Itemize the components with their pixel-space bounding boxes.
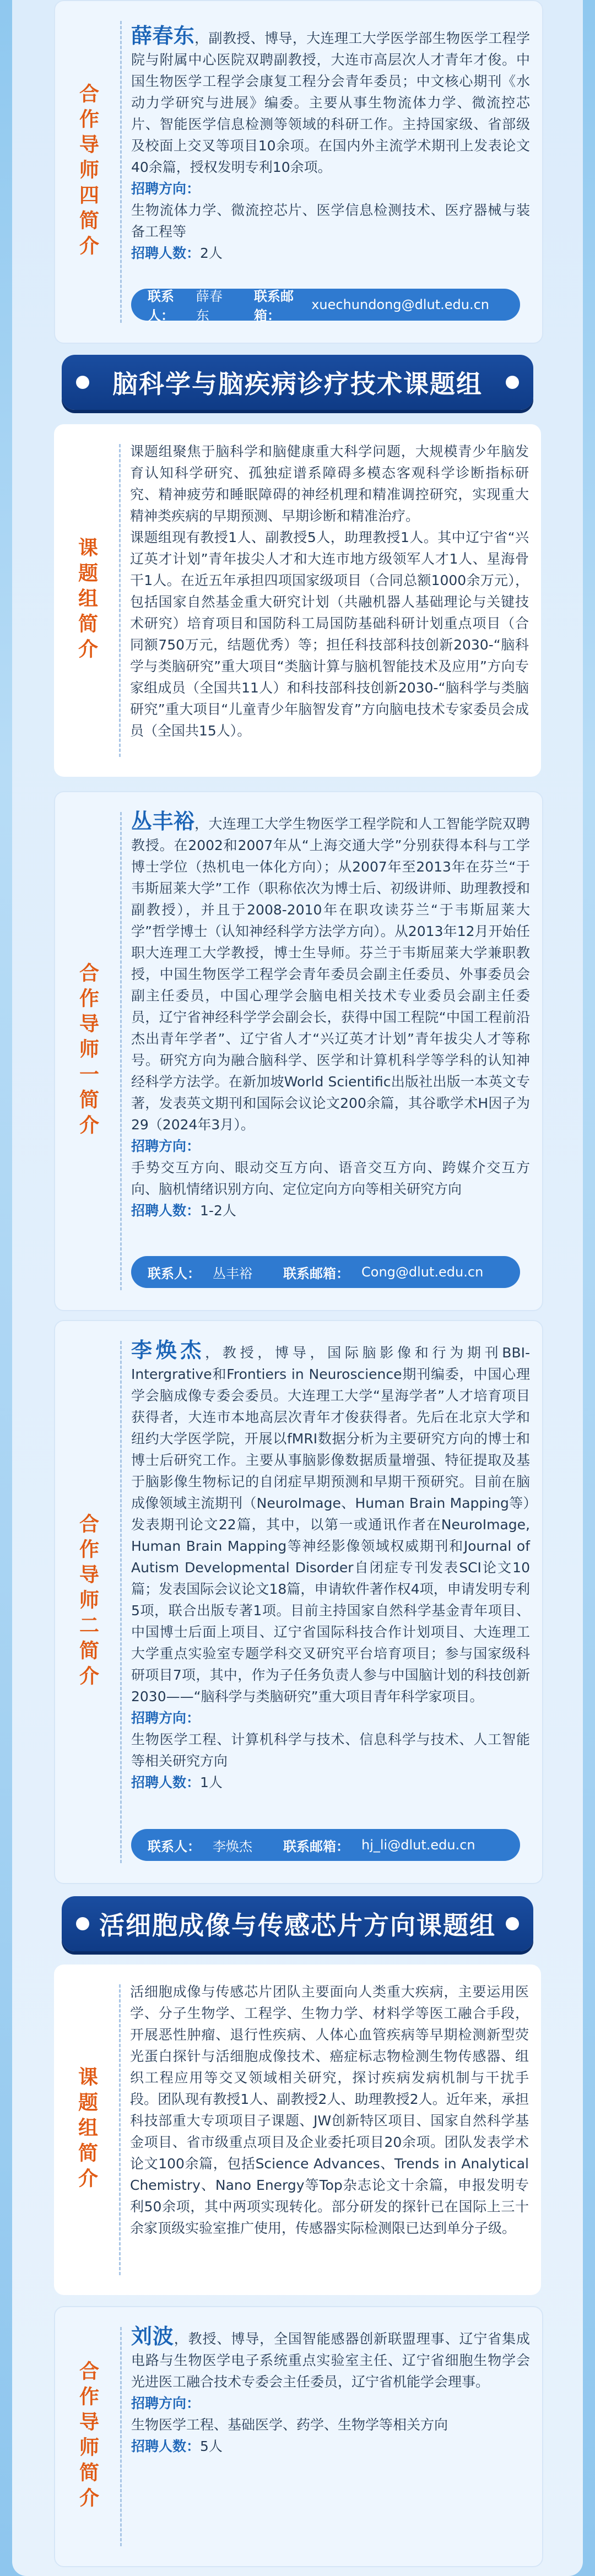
side-label-text: 合作导师四简介 [76,83,99,261]
profile-body [131,25,530,264]
banner-title: 脑科学与脑疾病诊疗技术课题组 [112,369,483,399]
profile-body [131,811,530,1221]
side-label-text: 合作导师二简介 [76,1513,99,1691]
contact-name: 丛丰裕 [213,1265,252,1281]
count-line [131,2436,530,2457]
contact-label: 联系人： [148,1838,201,1854]
direction-text: 生物医学工程、基础医学、药学、生物学等相关方向 [131,2417,448,2433]
direction-text: 生物医学工程、计算机科学与技术、信息科学与技术、人工智能等相关研究方向 [131,1731,530,1769]
direction-label: 招聘方向： [131,2395,201,2411]
dashed-divider [120,1341,122,1863]
count-value: 5人 [200,2438,223,2454]
count-value: 2人 [200,245,223,261]
dashed-divider [120,21,122,323]
group-body [130,441,529,742]
email-label: 联系邮箱： [254,289,294,323]
profile-card-li [54,1320,543,1884]
dashed-divider [119,1984,121,2275]
profile-intro [131,1340,530,1707]
side-label-text: 课题组简介 [75,537,98,664]
count-label: 招聘人数： [131,1774,201,1790]
direction-label: 招聘方向： [131,1710,201,1726]
count-label: 招聘人数： [131,245,201,261]
direction-text: 手势交互方向、眼动交互方向、语音交互方向、跨媒介交互方向、脑机情绪识别方向、定位定向方向等相关研究方向 [131,1160,530,1197]
direction-text: 生物流体力学、微流控芯片、医学信息检测技术、医疗器械与装备工程等 [131,202,530,240]
mentor-name: 李焕杰 [131,1338,205,1362]
mentor-name: 薛春东 [131,24,195,48]
group-body [130,1981,529,2239]
side-label [55,2307,120,2566]
side-label [54,1965,119,2295]
email-label: 联系邮箱： [283,1838,349,1854]
mentor-intro: ，副教授、博导，大连理工大学医学部生物医学工程学院与附属中心医院双聘副教授，大连市高层次人才青年才俊。中国生物医学工程学会康复工程分会青年委员；中文核心期刊《水动力学研究与进展》编委。主要从事生物流体力学、微流控芯片、智能医学信息检测等领域的科研工作。主持国家级、省部级及校面上交叉等项目10余项。在国内外主流学术期刊上发表论文40余篇，授权发明专利10余项。 [131,30,530,175]
profile-intro [131,811,530,1135]
side-label-text: 合作导师简介 [76,2361,99,2513]
group-intro-card-brain [54,424,541,777]
count-label: 招聘人数： [131,1203,201,1219]
side-label [55,792,120,1310]
profile-card-cong [54,791,543,1311]
side-label-text: 课题组简介 [75,2066,98,2193]
mentor-intro: ，大连理工大学生物医学工程学院和人工智能学院双聘教授。在2002和2007年从“上海交通大学”分别获得本科与工学博士学位（热机电一体化方向）；从2007年至2013年在芬兰“于韦斯屈莱大学”工作（职称依次为博士后、初级讲师、助理教授和副教授），并且于2008-2010年在职攻读芬兰“于韦斯屈莱大学”哲学博士（认知神经科学方法学方向）。从2013年12月开始任职大连理工大学教授，博士生导师。芬兰于韦斯屈莱大学兼职教授，中国生物医学工程学会青年委员会副主任委员、外事委员会副主任委员，中国心理学会脑电相关技术专业委员会副主任委员，辽宁省神经科学学会副会长，获得中国工程院“中国工程前沿杰出青年学者”、辽宁省人才“兴辽英才计划”青年拔尖人才等称号。研究方向为融合脑科学、医学和计算机科学等学科的认知神经科学方法学。在新加坡World Scientific出版社出版一本英文专著，发表英文期刊和国际会议论文200余篇，其谷歌学术H因子为29（2024年3月）。 [131,816,530,1133]
profile-intro [131,25,530,178]
count-value: 1-2人 [200,1203,236,1219]
profile-card-xue [54,0,543,344]
banner-title: 活细胞成像与传感芯片方向课题组 [99,1911,496,1940]
direction-label: 招聘方向： [131,181,201,197]
mentor-intro: ，教授、博导，全国智能感器创新联盟理事、辽宁省集成电路与生物医学电子系统重点实验室主任、辽宁省细胞生物学会光进医工融合技术专委会主任委员，辽宁省机能学会理事。 [131,2331,530,2390]
email-link[interactable]: hj_li@dlut.edu.cn [361,1837,475,1853]
side-label [55,1,120,343]
count-label: 招聘人数： [131,2438,201,2454]
direction-label: 招聘方向： [131,1138,201,1154]
dashed-divider [119,444,121,757]
mentor-name: 丛丰裕 [131,809,195,834]
count-line [131,1200,530,1221]
dashed-divider [120,812,122,1290]
contact-name: 薛春东 [196,289,223,323]
contact-label: 联系人： [148,1265,201,1281]
profile-intro [131,2326,530,2393]
dashed-divider [120,2327,122,2546]
email-link[interactable]: xuechundong@dlut.edu.cn [311,297,489,312]
mentor-name: 刘波 [131,2324,174,2348]
contact-name: 李焕杰 [213,1838,252,1854]
contact-label: 联系人： [148,289,174,323]
profile-card-liu [54,2306,543,2567]
side-label [54,424,119,777]
contact-bar [131,289,520,321]
group-paragraph-1: 课题组聚焦于脑科学和脑健康重大科学问题，大规模青少年脑发育认知科学研究、孤独症谱系障碍多模态客观科学诊断指标研究、精神疲劳和睡眠障碍的神经机理和精准调控研究，实现重大精神类疾病的早期预测、早期诊断和精准治疗。 [130,443,529,524]
section-banner-cell [62,1896,533,1951]
email-link[interactable]: Cong@dlut.edu.cn [361,1264,484,1280]
count-line [131,1772,530,1793]
profile-body [131,2326,530,2457]
side-label [55,1321,120,1883]
count-line [131,242,530,264]
contact-bar [131,1256,520,1288]
group-paragraph-1: 活细胞成像与传感芯片团队主要面向人类重大疾病，主要运用医学、分子生物学、工程学、生物力学、材料学等医工融合手段，开展恶性肿瘤、退行性疾病、人体心血管疾病等早期检测新型荧光蛋白探针与活细胞成像技术、癌症标志物检测生物传感器、组织工程应用等交叉领域相关研究，探讨疾病发病机制与干扰手段。团队现有教授1人、副教授2人、助理教授2人。近年来，承担科技部重大专项项目子课题、JW创新特区项目、国家自然科学基金项目、省市级重点项目及企业委托项目20余项。团队发表学术论文100余篇，包括Science Advances、Trends in Analytical Chemistry、Nano Energy等Top杂志论文十余篇，申报发明专利50余项，其中两项实现转化。部分研发的探针已在国际上三十余家顶级实验室推广使用，传感器实际检测限已达到单分子级。 [130,1984,529,2236]
group-intro-card-cell [54,1965,541,2295]
email-label: 联系邮箱： [283,1265,349,1281]
count-value: 1人 [200,1774,223,1790]
group-paragraph-2: 课题组现有教授1人、副教授5人，助理教授1人。其中辽宁省“兴辽英才计划”青年拔尖人才和大连市地方级领军人才1人、星海骨干1人。在近五年承担四项国家级项目（合同总额1000余万元），包括国家自然基金重大研究计划（共融机器人基础理论与关键技术研究）培育项目和国防科工局国防基础科研计划重点项目（合同额750万元，结题优秀）等；担任科技部科技创新2030-“脑科学与类脑研究”重大项目“类脑计算与脑机智能技术及应用”方向专家组成员（全国共11人）和科技部科技创新2030-“脑科学与类脑研究”重大项目“儿童青少年脑智发育”方向脑电技术专家委员会成员（全国共15人）。 [130,529,529,739]
profile-body [131,1340,530,1793]
mentor-intro: ，教授，博导，国际脑影像和行为期刊BBI-Intergrative和Frontiers in Neuroscience期刊编委，中国心理学会脑成像专委会委员。大连理工大学“星海学者”人才培育项目获得者，大连市本地高层次青年才俊获得者。先后在北京大学和纽约大学医学院，开展以fMRI数据分析为主要研究方向的博士和博士后研究工作。主要从事脑影像数据质量增强、特征提取及基于脑影像生物标记的自闭症早期预测和早期干预研究。目前在脑成像领域主流期刊（NeuroImage、Human Brain Mapping等）发表期刊论文22篇，其中，以第一或通讯作者在NeuroImage, Human Brain Mapping等神经影像领域权威期刊和Journal of Autism Developmental Disorder自闭症专刊发表SCI论文10篇；发表国际会议论文18篇，申请软件著作权4项，申请发明专利5项，联合出版专著1项。目前主持国家自然科学基金青年项目、中国博士后面上项目、辽宁省国际科技合作计划项目、大连理工大学重点实验室专题学科交叉研究平台培育项目；参与国家级科研项目7项，其中，作为子任务负责人参与中国脑计划的科技创新2030——“脑科学与类脑研究”重大项目青年科学家项目。 [131,1345,530,1704]
section-banner-brain [62,355,533,410]
side-label-text: 合作导师一简介 [76,962,99,1140]
contact-bar [131,1829,520,1861]
